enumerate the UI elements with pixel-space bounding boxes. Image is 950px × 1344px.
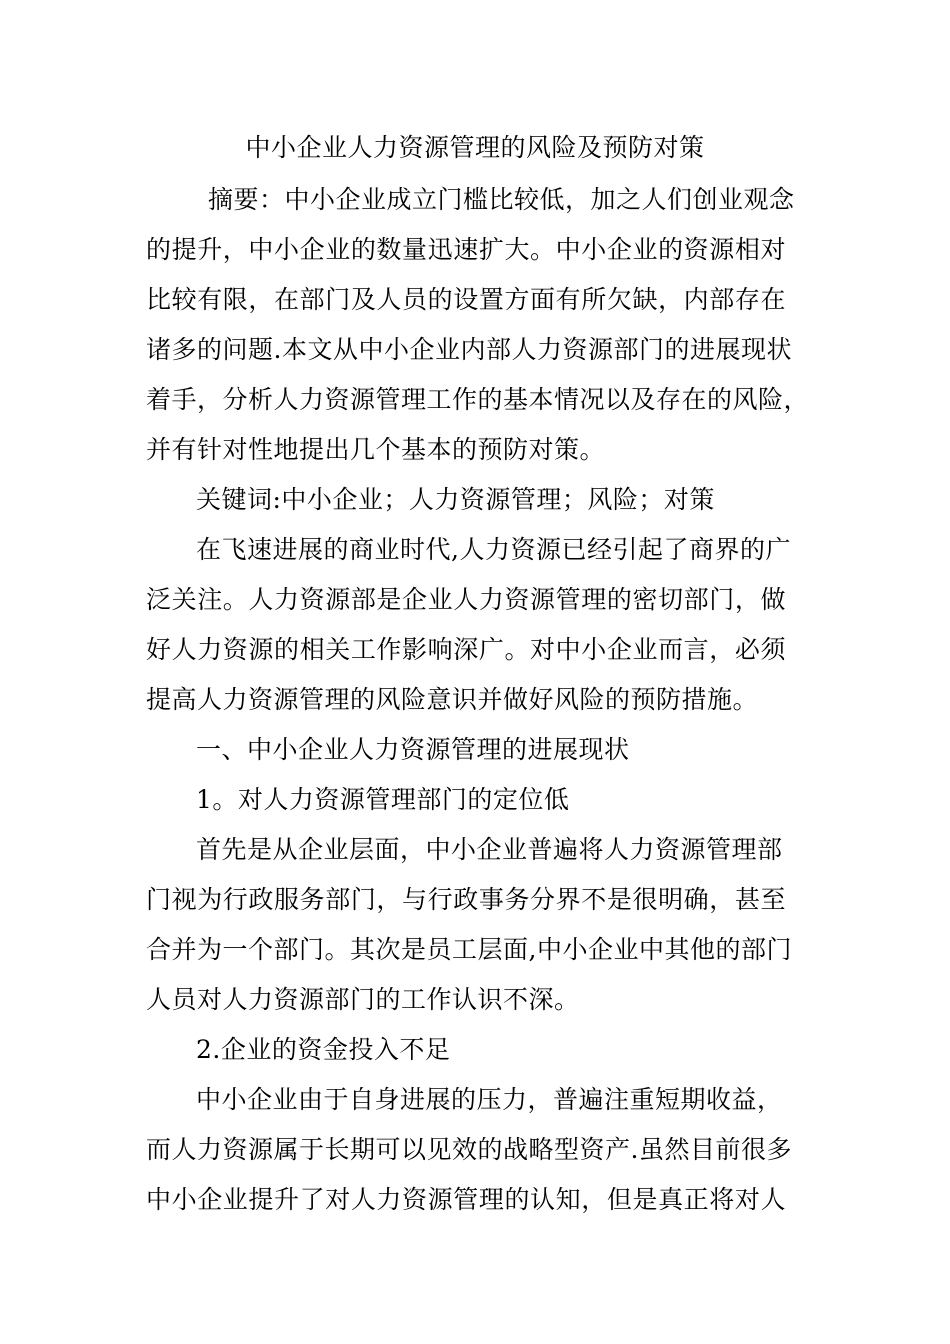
abstract-line-3: 比较有限，在部门及人员的设置方面有所欠缺，内部存在 [146, 285, 786, 314]
sub1-line-4: 人员对人力资源部门的工作认识不深。 [146, 985, 580, 1014]
subsection-heading-2: 2.企业的资金投入不足 [196, 1035, 451, 1064]
abstract-line-4: 诸多的问题.本文从中小企业内部人力资源部门的进展现状 [146, 335, 792, 364]
intro-line-1: 在飞速进展的商业时代,人力资源已经引起了商界的广 [196, 535, 791, 564]
sub1-line-1: 首先是从企业层面，中小企业普遍将人力资源管理部 [196, 835, 783, 864]
intro-line-4: 提高人力资源管理的风险意识并做好风险的预防措施。 [146, 685, 759, 714]
sub2-line-3: 中小企业提升了对人力资源管理的认知，但是真正将对人 [146, 1185, 786, 1214]
sub1-line-3: 合并为一个部门。其次是员工层面,中小企业中其他的部门 [146, 935, 792, 964]
sub2-line-1: 中小企业由于自身进展的压力，普遍注重短期收益， [196, 1085, 783, 1114]
subsection-heading-1: 1。对人力资源管理部门的定位低 [196, 785, 570, 814]
intro-line-3: 好人力资源的相关工作影响深广。对中小企业而言，必须 [146, 635, 786, 664]
section-heading-1: 一、中小企业人力资源管理的进展现状 [196, 735, 630, 764]
intro-line-2: 泛关注。人力资源部是企业人力资源管理的密切部门，做 [146, 585, 786, 614]
document-title: 中小企业人力资源管理的风险及预防对策 [245, 133, 705, 162]
keywords-line: 关键词:中小企业；人力资源管理；风险；对策 [196, 485, 715, 514]
abstract-line-1: 摘要：中小企业成立门槛比较低，加之人们创业观念 [208, 185, 795, 214]
sub2-line-2: 而人力资源属于长期可以见效的战略型资产.虽然目前很多 [146, 1135, 792, 1164]
sub1-line-2: 门视为行政服务部门，与行政事务分界不是很明确，甚至 [146, 885, 786, 914]
abstract-line-5: 着手，分析人力资源管理工作的基本情况以及存在的风险， [146, 385, 810, 414]
abstract-line-6: 并有针对性地提出几个基本的预防对策。 [146, 435, 606, 464]
abstract-line-2: 的提升，中小企业的数量迅速扩大。中小企业的资源相对 [146, 235, 786, 264]
